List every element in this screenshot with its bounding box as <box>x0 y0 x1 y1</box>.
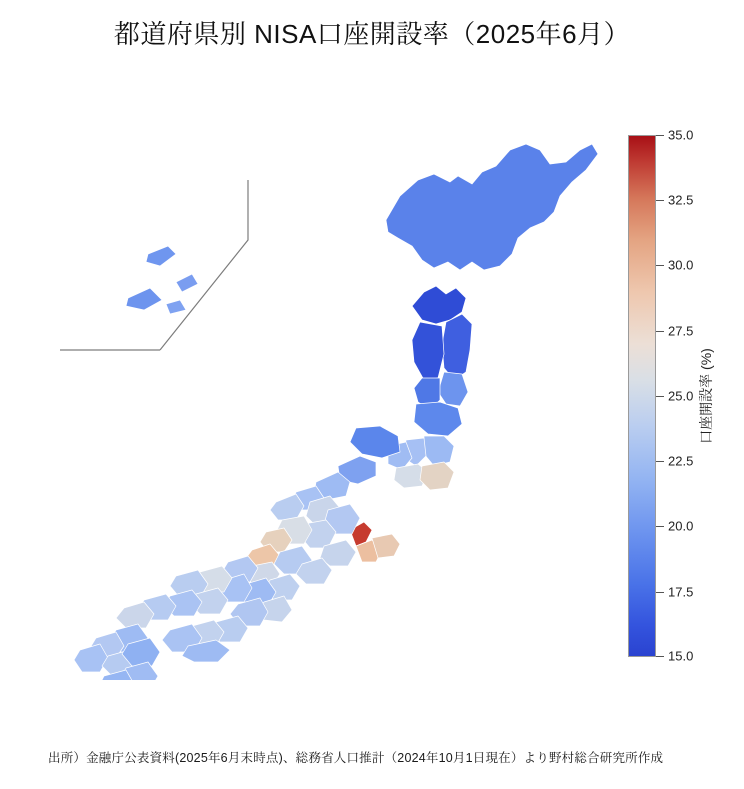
colorbar-tick <box>656 656 664 657</box>
colorbar-gradient <box>628 135 656 657</box>
colorbar-tick <box>656 396 664 397</box>
colorbar-tick-label-15: 15.0 <box>668 648 694 664</box>
japan-choropleth-map <box>20 110 620 680</box>
colorbar-tick-label-27-5: 27.5 <box>668 323 694 339</box>
colorbar-tick <box>656 461 664 462</box>
region-shikoku <box>162 616 248 662</box>
page-title: 都道府県別 NISA口座開設率（2025年6月） <box>113 19 631 49</box>
colorbar-tick-label-25: 25.0 <box>668 388 694 404</box>
colorbar-axis-label: 口座開設率 (%) <box>698 348 714 444</box>
colorbar-tick-label-22-5: 22.5 <box>668 453 694 469</box>
colorbar-tick-label-30: 30.0 <box>668 257 694 273</box>
region-hokkaido <box>386 144 598 270</box>
colorbar-tick <box>656 200 664 201</box>
colorbar-tick-label-32-5: 32.5 <box>668 192 694 208</box>
source-note: 出所）金融庁公表資料(2025年6月末時点)、総務省人口推計（2024年10月1日現在）より野村総合研究所作成 <box>48 751 664 765</box>
region-okinawa <box>126 246 198 314</box>
colorbar-tick-label-20: 20.0 <box>668 518 694 534</box>
region-kyushu <box>74 624 160 680</box>
colorbar-tick <box>656 526 664 527</box>
colorbar-tick-label-35: 35.0 <box>668 127 694 143</box>
colorbar-tick <box>656 135 664 136</box>
map-svg <box>20 110 620 680</box>
colorbar-tick <box>656 331 664 332</box>
colorbar-tick <box>656 265 664 266</box>
inset-bracket-icon <box>160 180 248 350</box>
colorbar <box>628 127 738 665</box>
colorbar-tick-label-17-5: 17.5 <box>668 584 694 600</box>
region-tohoku <box>412 286 472 436</box>
colorbar-tick <box>656 592 664 593</box>
region-chugoku <box>116 566 232 628</box>
